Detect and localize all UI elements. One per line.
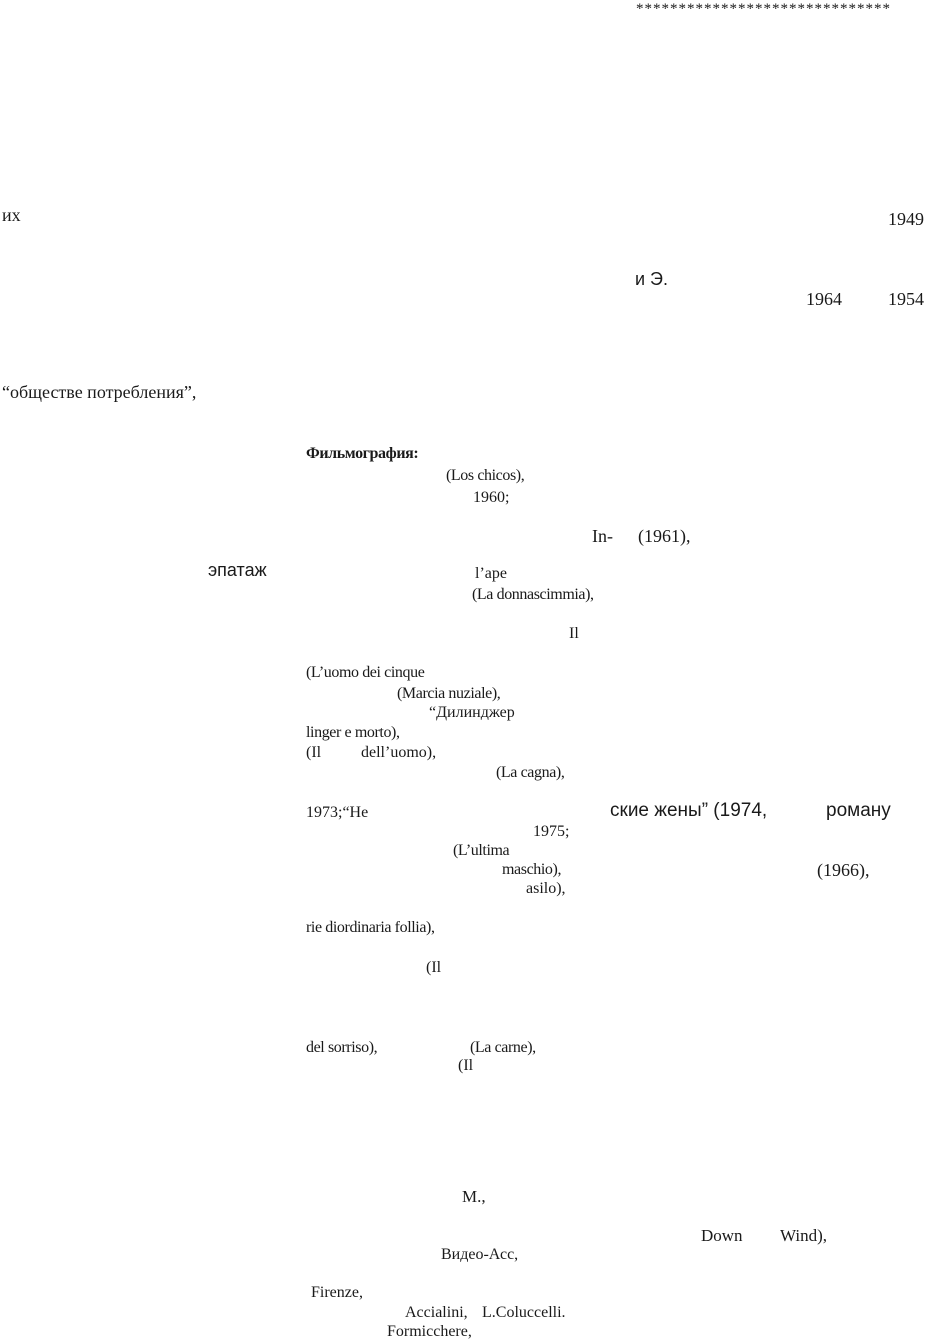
text-fragment: Wind), — [780, 1226, 827, 1245]
text-fragment: “обществе потребления”, — [2, 382, 197, 402]
text-fragment: In- — [592, 526, 613, 546]
text-fragment: роману — [826, 800, 891, 821]
text-fragment: (La carne), — [470, 1039, 536, 1056]
text-fragment: linger e morto), — [306, 724, 400, 741]
text-fragment: l’ape — [475, 565, 507, 582]
filmography-heading: Фильмография: — [306, 445, 419, 462]
text-fragment: (Il — [426, 959, 442, 976]
text-fragment: maschio), — [502, 861, 562, 878]
text-fragment: 1973;“Не — [306, 804, 369, 821]
text-fragment: M., — [462, 1187, 486, 1206]
text-fragment: Firenze, — [311, 1284, 363, 1301]
text-fragment: (L’ultima — [453, 842, 510, 859]
text-fragment: (Il — [458, 1057, 474, 1074]
text-fragment: 1975; — [533, 823, 570, 840]
text-fragment: del sorriso), — [306, 1039, 378, 1056]
text-fragment: (Il — [306, 744, 322, 761]
text-fragment: “Дилинджер — [429, 704, 515, 721]
text-fragment: Видео-Асс, — [441, 1246, 519, 1263]
text-fragment: Il — [569, 625, 579, 642]
text-fragment: ские жены” (1974, — [610, 800, 768, 821]
text-fragment: 1964 — [806, 289, 842, 309]
text-fragment: их — [2, 205, 21, 225]
text-fragment: asilo), — [526, 880, 566, 897]
text-fragment: (La donnascimmia), — [472, 586, 594, 603]
text-fragment: 1954 — [888, 289, 924, 309]
text-fragment: Down — [701, 1226, 743, 1245]
text-fragment: 1960; — [473, 489, 510, 506]
text-fragment: эпатаж — [208, 560, 267, 580]
text-fragment: (La cagna), — [496, 764, 565, 781]
text-fragment: и Э. — [635, 269, 668, 289]
text-fragment: (Marcia nuziale), — [397, 685, 501, 702]
text-fragment: (1966), — [817, 860, 870, 880]
text-fragment: rie diordinaria follia), — [306, 919, 435, 936]
text-fragment: Formicchere, — [387, 1323, 472, 1340]
text-fragment: 1949 — [888, 209, 924, 229]
text-fragment: (1961), — [638, 526, 691, 546]
text-fragment: (L’uomo dei cinque — [306, 664, 425, 681]
text-fragment: Accialini, — [405, 1304, 468, 1321]
text-fragment: dell’uomo), — [361, 744, 437, 761]
text-fragment: (Los chicos), — [446, 467, 525, 484]
text-fragment: L.Coluccelli. — [482, 1304, 566, 1321]
separator-asterisks: ****************************** — [636, 1, 891, 17]
